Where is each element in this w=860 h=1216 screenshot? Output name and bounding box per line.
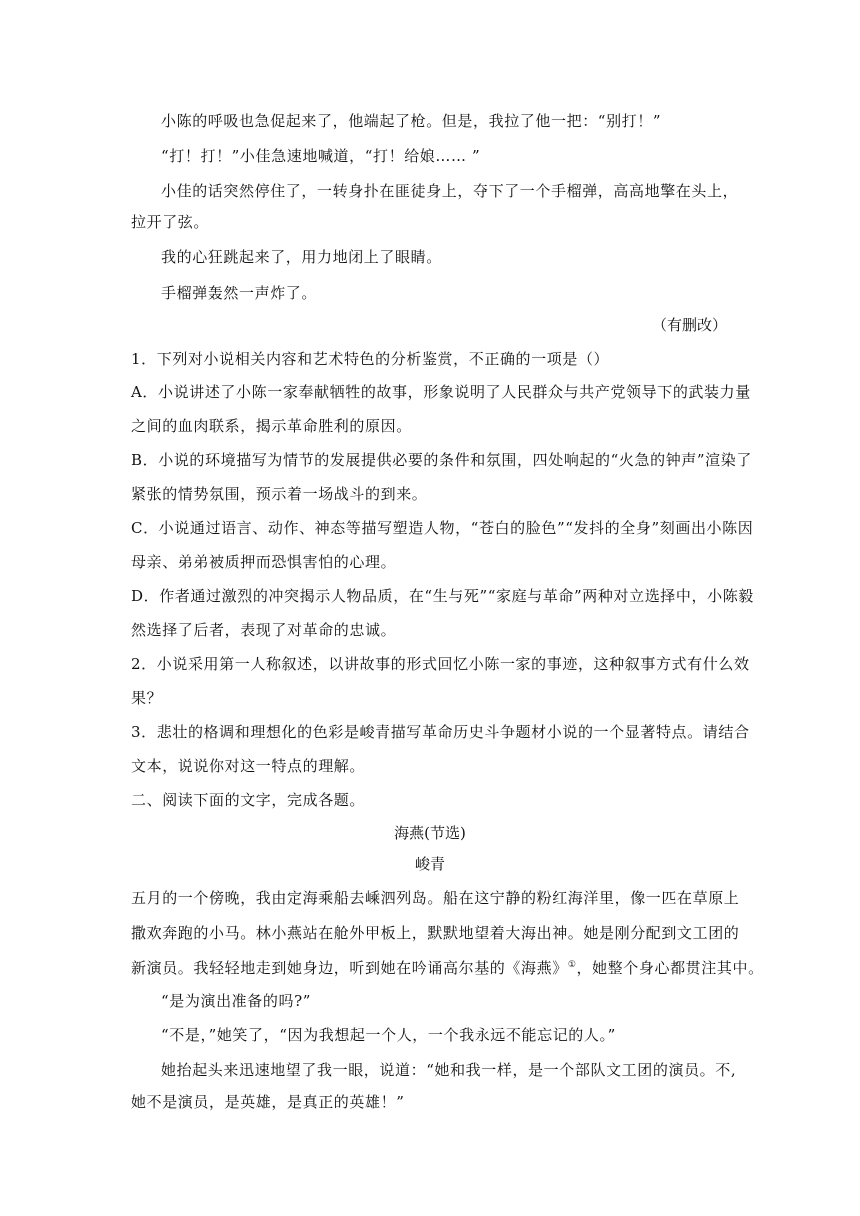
option-a-continuation: 之间的血肉联系，揭示革命胜利的原因。: [131, 417, 412, 435]
question-3-continuation: 文本，说说你对这一特点的理解。: [131, 757, 366, 775]
option-d: D．作者通过激烈的冲突揭示人物品质，在“生与死”“家庭与革命”两种对立选择中，小陈毅: [131, 587, 754, 605]
option-d-continuation: 然选择了后者，表现了对革命的忠诚。: [131, 621, 397, 639]
section-heading: 二、阅读下面的文字，完成各题。: [131, 791, 366, 809]
passage-paragraph-continuation: [131, 958, 764, 978]
option-c: C．小说通过语言、动作、神态等描写塑造人物，“苍白的脸色”“发抖的全身”刻画出小陈因: [131, 519, 754, 537]
footnote-marker: ①: [567, 960, 577, 970]
story-paragraph-continuation: 拉开了弦。: [131, 213, 210, 231]
question-3: 3．悲壮的格调和理想化的色彩是峻青描写革命历史斗争题材小说的一个显著特点。请结合: [131, 723, 750, 741]
passage-title: 海燕(节选): [394, 824, 466, 842]
option-b-continuation: 紧张的情势氛围，预示着一场战斗的到来。: [131, 485, 428, 503]
passage-paragraph-continuation: 她不是演员，是英雄，是真正的英雄！”: [131, 1093, 405, 1111]
passage-paragraph-continuation: 撒欢奔跑的小马。林小燕站在舱外甲板上，默默地望着大海出神。她是刚分配到文工团的: [131, 924, 740, 942]
dialogue-line: “不是，”她笑了，“因为我想起一个人，一个我永远不能忘记的人。”: [161, 1026, 616, 1044]
story-paragraph: 我的心狂跳起来了，用力地闭上了眼睛。: [161, 248, 442, 266]
question-2: 2．小说采用第一人称叙述，以讲故事的形式回忆小陈一家的事迹，这种叙事方式有什么效: [131, 655, 750, 673]
story-paragraph: 小佳的话突然停住了，一转身扑在匪徒身上，夺下了一个手榴弹，高高地擎在头上，: [161, 182, 739, 200]
option-a: A．小说讲述了小陈一家奉献牺牲的故事，形象说明了人民群众与共产党领导下的武装力量: [131, 383, 751, 401]
question-2-continuation: 果？: [131, 689, 163, 707]
story-paragraph: 手榴弹轰然一声炸了。: [161, 284, 318, 302]
story-paragraph: 小陈的呼吸也急促起来了，他端起了枪。但是，我拉了他一把：“别打！”: [161, 112, 662, 130]
passage-paragraph: 她抬起头来迅速地望了我一眼，说道：“她和我一样，是一个部队文工团的演员。不,: [161, 1061, 737, 1079]
question-1: 1．下列对小说相关内容和艺术特色的分析鉴赏，不正确的一项是（）: [131, 350, 610, 368]
passage-author: 峻青: [414, 855, 445, 873]
option-b: B．小说的环境描写为情节的发展提供必要的条件和氛围，四处响起的“火急的钟声”渲染了: [131, 451, 752, 469]
dialogue-line: “是为演出准备的吗?”: [161, 992, 311, 1010]
abridged-note: （有删改）: [651, 316, 727, 334]
passage-text: 新演员。我轻轻地走到她身边，听到她在吟诵高尔基的《海燕》: [131, 959, 568, 977]
option-c-continuation: 母亲、弟弟被质押而恐惧害怕的心理。: [131, 553, 397, 571]
passage-paragraph: 五月的一个傍晚，我由定海乘船去嵊泗列岛。船在这宁静的粉红海洋里，像一匹在草原上: [131, 889, 740, 907]
passage-text: ，她整个身心都贯注其中。: [576, 959, 764, 977]
story-paragraph: “打！打！”小佳急速地喊道，“打！给娘…… ”: [161, 147, 481, 165]
